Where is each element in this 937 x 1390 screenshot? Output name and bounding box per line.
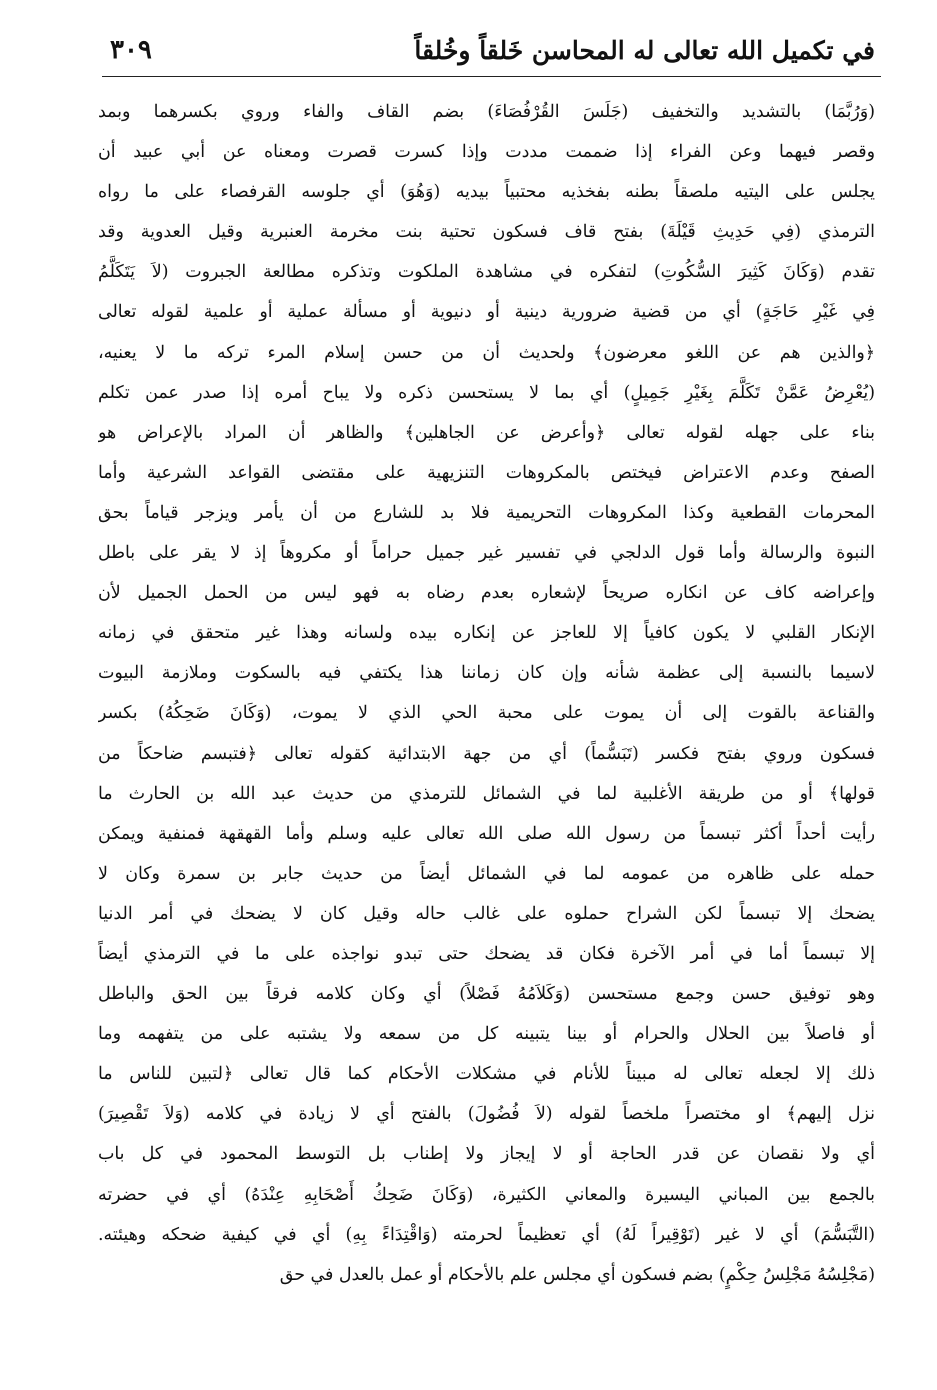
text-line: حمله على ظاهره من عمومه لما في الشمائل أيضاً من حديث جابر بن سمرة وكان لا (98, 863, 875, 884)
text-line: أي ولا نقصان عن قدر الحاجة أو لا إيجاز ولا إطناب بل التوسط المحمود في كل باب (98, 1144, 875, 1165)
text-line: وقصر فيهما وعن الفراء إذا ضممت مددت وإذا كسرت قصرت ومعناه عن أبي عبيد أن (98, 142, 875, 163)
text-line: لاسيما بالنسبة إلى عظمة شأنه وإن كان زماننا هذا يكتفي فيه بالسكوت وملازمة البيوت (98, 663, 875, 684)
text-line: (وَرُبَّمَا) بالتشديد والتخفيف (جَلَسَ القُرْفُصَاءَ) بضم القاف والفاء وروي بكسرهما وبمد (98, 102, 875, 122)
text-line: تقدم (وَكَانَ كَثِيرَ السُّكُوتِ) لتفكره في مشاهدة الملكوت وتذكره مطالعة الجبروت (لاَ يَتَكَلَّمُ (98, 262, 875, 283)
text-line: نزل إليهم﴾ او مختصراً ملخصاً لقوله (لاَ فُضُولَ) بالفتح أي لا زيادة في كلامه (وَلاَ تَقْصِيرَ) (98, 1104, 875, 1125)
text-line: يجلس على اليتيه ملصقاً بطنه بفخذيه محتبياً بيديه (وَهُوَ) أي جلوسه القرفصاء على ما رواه (98, 182, 875, 203)
text-line: بالجمع بين المباني اليسيرة والمعاني الكثيرة، (وَكَانَ ضَحِكُ أَصْحَابِهِ عِنْدَهُ) أي في حضرته (98, 1184, 875, 1205)
text-line: فِي غَيْرِ حَاجَةٍ) أي من قضية ضرورية دينية أو دنيوية أو مسألة عملية أو علمية لقوله تعالى (98, 302, 875, 323)
text-line: (يُعْرِضُ عَمَّنْ تَكَلَّمَ بِغَيْرِ جَمِيلٍ) أي بما لا يستحسن ذكره ولا يباح أمره إذا صدر عمن تكلم (98, 382, 875, 403)
text-line: (التَّبَسُّمَ) أي لا غير (تَوْقِيراً لَهُ) أي تعظيماً لحرمته (وَاقْتِدَاءً بِهِ) أي في كيفية ضحكه وهيئته. (98, 1224, 875, 1245)
text-line: إلا تبسماً أما في أمر الآخرة فكان قد يضحك حتى تبدو نواجذه على ما في الترمذي أيضاً (98, 943, 875, 964)
text-line: الترمذي (فِي حَدِيثِ قَيْلَةَ) بفتح قاف فسكون تحتية بنت مخرمة العنبرية وقيل العدوية وقد (98, 222, 875, 243)
text-line: الإنكار القلبي لا يكون كافياً إلا للعاجز عن إنكاره بيده ولسانه وهذا غير متحقق في زمانه (98, 623, 875, 644)
text-line: النبوة والرسالة وأما قول الدلجي في تفسير غير جميل حراماً أو مكروهاً إذ لا يقر على باطل (98, 543, 875, 564)
text-line: ذلك إلا لجعله تعالى له مبيناً للأنام في مشكلات الأحكام كما قال تعالى ﴿لتبين للناس ما (98, 1064, 875, 1085)
page-number: ٣٠٩ (110, 35, 152, 65)
body-text (98, 92, 875, 1295)
text-line: قولها﴾ أو من طريقة الأغلبية لما في الشمائل للترمذي من حديث عبد الله بن الحارث ما (98, 783, 875, 804)
text-line: المحرمات القطعية وكذا المكروهات التحريمية فلا بد للشارع من أن يأمر ويزجر قياماً بحق (98, 502, 875, 523)
text-line: يضحك إلا تبسماً لكن الشراح حملوه على غالب حاله وقيل كان لا يضحك في أمر الدنيا (98, 903, 875, 924)
text-line: ﴿والذين هم عن اللغو معرضون﴾ ولحديث أن من حسن إسلام المرء تركه ما لا يعنيه، (98, 342, 875, 363)
running-title: في تكميل الله تعالى له المحاسن خَلقاً وخُلقاً (414, 35, 875, 65)
text-line: الصفح وعدم الاعتراض فيختص بالمكروهات التنزيهية على مقتضى القواعد الشرعية وأما (98, 462, 875, 483)
text-line: رأيت أحداً أكثر تبسماً من رسول الله صلى الله تعالى عليه وسلم وأما القهقهة فمنفية ويمكن (98, 823, 875, 844)
text-line: وإعراضه كاف عن انكاره صريحاً لإشعاره بعدم رضاه به فهو ليس من الحمل الجميل لأن (98, 583, 875, 604)
header-divider (102, 76, 881, 77)
text-line: وهو توفيق حسن وجمع مستحسن (وَكَلاَمُهُ فَصْلاً) أي وكان كلامه فرقاً بين الحق والباطل (98, 984, 875, 1005)
text-line: فسكون وروي بفتح فكسر (تَبَسُّماً) أي من جهة الابتدائية كقوله تعالى ﴿فتبسم ضاحكاً من (98, 743, 875, 764)
text-line: بناء على جهله لقوله تعالى ﴿وأعرض عن الجاهلين﴾ والظاهر أن المراد بالإعراض هو (98, 422, 875, 443)
text-line: (مَجْلِسُهُ مَجْلِسُ حِكْمٍ) بضم فسكون أي مجلس علم بالأحكام أو عمل بالعدل في حق (279, 1264, 875, 1285)
page-header (110, 30, 875, 70)
text-line: أو فاصلاً بين الحلال والحرام أو بينا يتبينه كل من سمعه ولا يشتبه على من يتفهمه وما (98, 1024, 875, 1045)
text-line: والقناعة بالقوت إلى أن يموت على محبة الحي الذي لا يموت، (وَكَانَ ضَحِكُهُ) بكسر (98, 703, 875, 724)
